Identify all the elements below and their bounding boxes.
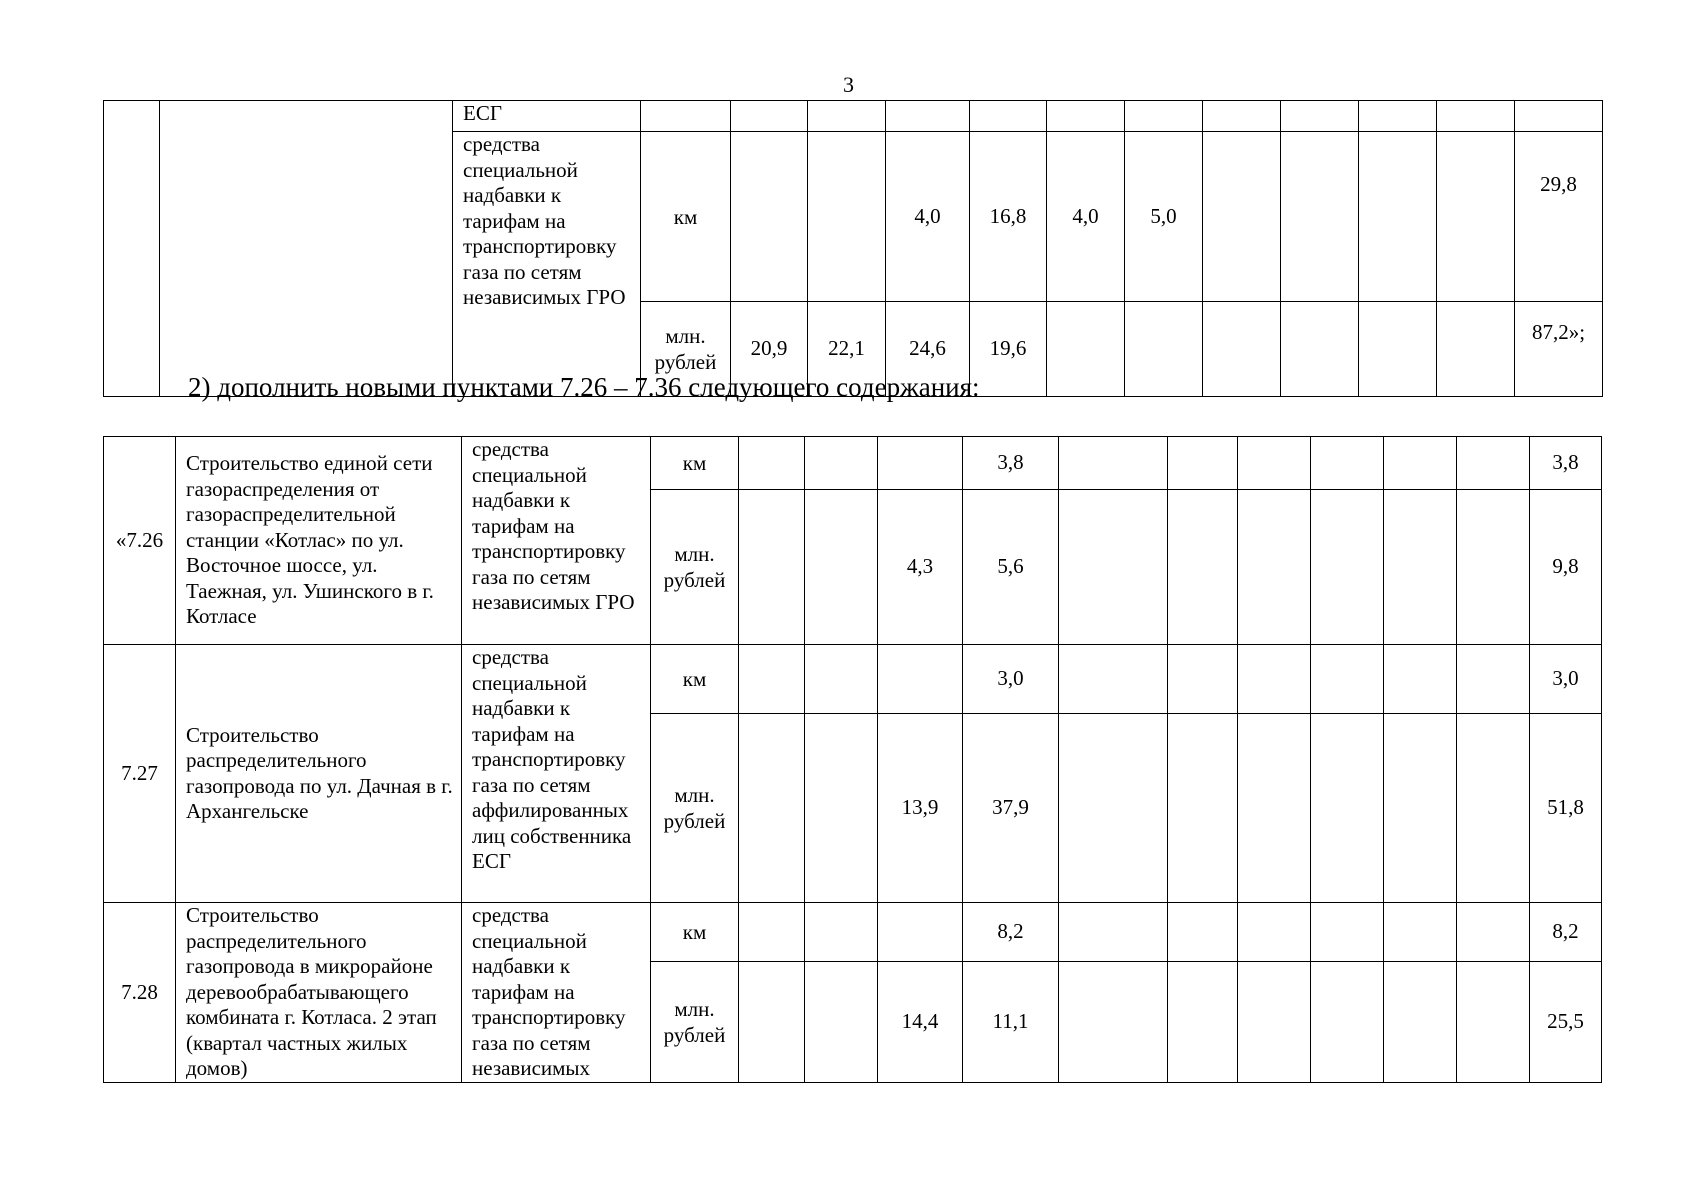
value-cell <box>1437 302 1515 397</box>
value-cell <box>1238 437 1311 490</box>
item-source: средства специальной надбавки к тарифам на транспортировку газа по сетям независимых ГРО <box>462 437 651 645</box>
value-cell: 20,9 <box>731 302 808 397</box>
item-name: Строительство единой сети газораспределения от газораспределительной станции «Котлас» по ул. Восточное шоссе, ул. Таежная, ул. Ушинского в г. Котласе <box>176 437 462 645</box>
value-cell <box>1311 645 1384 714</box>
total-cell: 87,2»; <box>1515 302 1603 397</box>
value-cell: 4,0 <box>886 132 970 302</box>
value-cell <box>805 645 878 714</box>
total-cell: 25,5 <box>1530 962 1602 1083</box>
value-cell <box>1168 490 1238 645</box>
source-cell: средства специальной надбавки к тарифам на транспортировку газа по сетям независимых ГРО <box>453 132 641 397</box>
value-cell <box>1311 962 1384 1083</box>
value-cell <box>1168 714 1238 903</box>
value-cell <box>1125 302 1203 397</box>
value-cell: 4,0 <box>1047 132 1125 302</box>
value-cell <box>1384 645 1457 714</box>
value-cell: 5,0 <box>1125 132 1203 302</box>
value-cell <box>739 962 805 1083</box>
value-cell <box>1059 490 1168 645</box>
value-cell <box>1238 714 1311 903</box>
value-cell <box>1238 962 1311 1083</box>
total-cell: 29,8 <box>1515 132 1603 302</box>
value-cell: 13,9 <box>878 714 963 903</box>
table-row <box>104 645 1602 714</box>
value-cell: 8,2 <box>963 903 1059 962</box>
unit-cell: км <box>651 645 739 714</box>
value-cell <box>1311 490 1384 645</box>
source-cell: ЕСГ <box>453 101 641 132</box>
value-cell <box>1359 302 1437 397</box>
value-cell <box>1359 132 1437 302</box>
value-cell <box>1059 437 1168 490</box>
item-name: Строительство распределительного газопровода в микрорайоне деревообрабатывающего комбината г. Котласа. 2 этап (квартал частных жилых домов) <box>176 903 462 1083</box>
value-cell <box>1238 903 1311 962</box>
value-cell <box>1238 490 1311 645</box>
unit-cell: км <box>651 437 739 490</box>
value-cell: 16,8 <box>970 132 1047 302</box>
value-cell <box>1059 962 1168 1083</box>
value-cell <box>1437 132 1515 302</box>
value-cell <box>1384 490 1457 645</box>
value-cell <box>739 645 805 714</box>
value-cell <box>1384 962 1457 1083</box>
value-cell <box>805 962 878 1083</box>
value-cell <box>1457 714 1530 903</box>
value-cell <box>739 437 805 490</box>
name-cell <box>160 101 453 397</box>
continuation-table <box>103 100 1603 397</box>
total-cell: 8,2 <box>1530 903 1602 962</box>
item-source: средства специальной надбавки к тарифам на транспортировку газа по сетям аффилированных лиц собственника ЕСГ <box>462 645 651 903</box>
value-cell <box>1384 437 1457 490</box>
section-heading: 2) дополнить новыми пунктами 7.26 – 7.36 следующего содержания: <box>188 372 980 402</box>
index-cell <box>104 101 160 397</box>
table-row <box>104 903 1602 962</box>
value-cell <box>1281 302 1359 397</box>
value-cell: 11,1 <box>963 962 1059 1083</box>
item-name: Строительство распределительного газопровода по ул. Дачная в г. Архангельске <box>176 645 462 903</box>
value-cell <box>1168 962 1238 1083</box>
value-cell <box>1311 437 1384 490</box>
value-cell <box>1168 437 1238 490</box>
total-cell: 9,8 <box>1530 490 1602 645</box>
value-cell <box>1384 903 1457 962</box>
value-cell <box>1281 132 1359 302</box>
new-items-table <box>103 436 1602 1083</box>
value-cell <box>1059 714 1168 903</box>
value-cell: 22,1 <box>808 302 886 397</box>
value-cell: 4,3 <box>878 490 963 645</box>
value-cell <box>1047 302 1125 397</box>
value-cell <box>739 714 805 903</box>
value-cell <box>1457 962 1530 1083</box>
value-cell <box>1384 714 1457 903</box>
item-index: 7.27 <box>104 645 176 903</box>
value-cell <box>878 437 963 490</box>
value-cell <box>739 490 805 645</box>
value-cell <box>1457 903 1530 962</box>
unit-cell: млн. рублей <box>651 962 739 1083</box>
value-cell <box>878 645 963 714</box>
unit-cell: млн. рублей <box>651 714 739 903</box>
value-cell: 3,0 <box>963 645 1059 714</box>
value-cell <box>739 903 805 962</box>
value-cell <box>1311 903 1384 962</box>
value-cell <box>1168 903 1238 962</box>
unit-cell: км <box>651 903 739 962</box>
unit-cell: млн. рублей <box>641 302 731 397</box>
value-cell <box>808 132 886 302</box>
value-cell <box>805 714 878 903</box>
item-index: 7.28 <box>104 903 176 1083</box>
value-cell <box>1059 903 1168 962</box>
value-cell <box>1168 645 1238 714</box>
unit-cell: млн. рублей <box>651 490 739 645</box>
value-cell <box>1311 714 1384 903</box>
item-source: средства специальной надбавки к тарифам на транспортировку газа по сетям независимых <box>462 903 651 1083</box>
table-row <box>104 437 1602 490</box>
total-cell: 51,8 <box>1530 714 1602 903</box>
value-cell <box>805 903 878 962</box>
value-cell <box>1457 437 1530 490</box>
value-cell <box>1457 645 1530 714</box>
value-cell <box>1203 132 1281 302</box>
value-cell: 14,4 <box>878 962 963 1083</box>
value-cell: 5,6 <box>963 490 1059 645</box>
value-cell <box>1059 645 1168 714</box>
item-index: «7.26 <box>104 437 176 645</box>
value-cell <box>805 437 878 490</box>
total-cell: 3,0 <box>1530 645 1602 714</box>
value-cell <box>1203 302 1281 397</box>
value-cell <box>805 490 878 645</box>
value-cell: 24,6 <box>886 302 970 397</box>
value-cell <box>731 132 808 302</box>
total-cell: 3,8 <box>1530 437 1602 490</box>
value-cell: 3,8 <box>963 437 1059 490</box>
value-cell <box>878 903 963 962</box>
unit-cell: км <box>641 132 731 302</box>
value-cell <box>1457 490 1530 645</box>
value-cell: 19,6 <box>970 302 1047 397</box>
page-number: 3 <box>843 72 854 97</box>
table-row <box>104 101 1603 132</box>
value-cell: 37,9 <box>963 714 1059 903</box>
value-cell <box>1238 645 1311 714</box>
